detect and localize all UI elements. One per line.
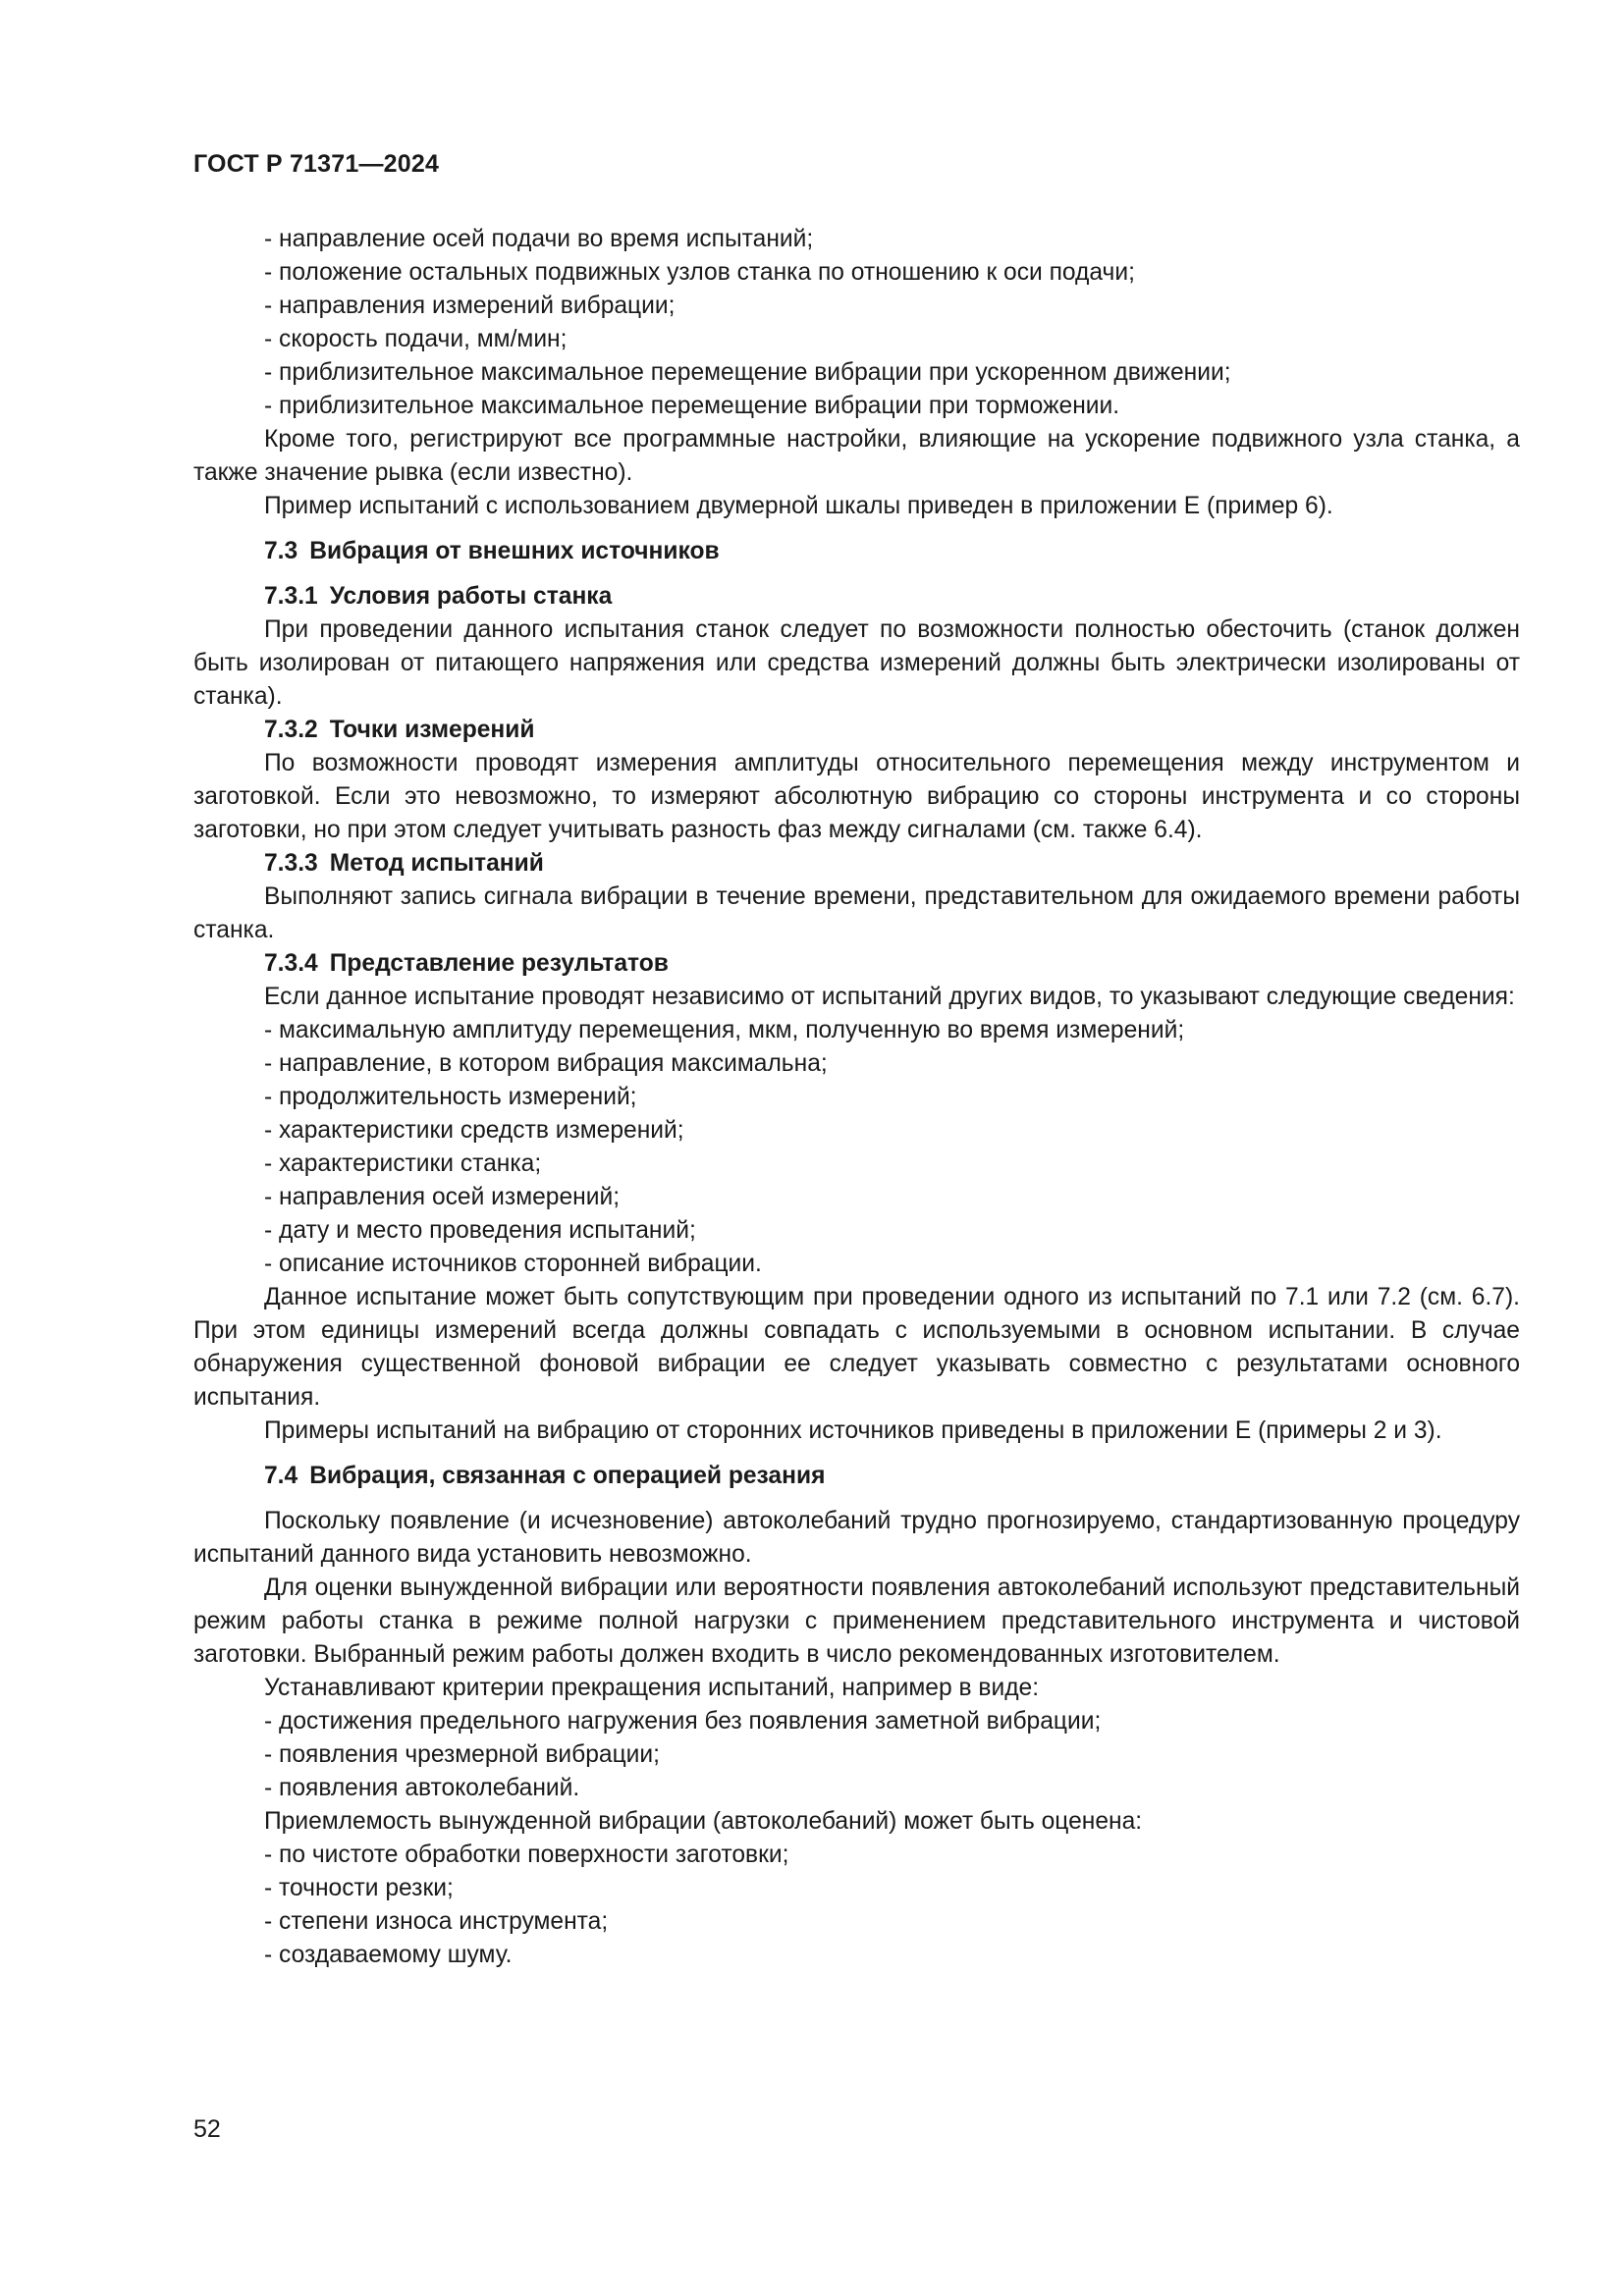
heading-number: 7.3.3 [264,850,318,877]
section-heading [193,535,1520,568]
subsection-heading [193,947,1520,981]
list-item: - степени износа инструмента; [264,1908,609,1935]
heading-number: 7.3.2 [264,717,318,743]
paragraph: Приемлемость вынужденной вибрации (автоколебаний) может быть оценена: [264,1808,1143,1835]
list-item: - достижения предельного нагружения без появления заметной вибрации; [264,1708,1102,1735]
paragraph: Данное испытание может быть сопутствующим при проведении одного из испытаний по 7.1 или 7.2 (см. 6.7). При этом единицы измерений всегда должны совпадать с используемыми в основном испытании. В случае обнаружения существенной фоновой вибрации ее следует указывать совместно с результатами основного испытания. [193,1284,1520,1411]
heading-number: 7.3.4 [264,950,318,977]
subsection-heading [193,714,1520,747]
list-item: - скорость подачи, мм/мин; [264,326,568,352]
list-item: - описание источников сторонней вибрации. [264,1251,762,1277]
page-number: 52 [193,2115,221,2143]
heading-title: Вибрация, связанная с операцией резания [309,1463,826,1489]
document-header: ГОСТ Р 71371—2024 [193,150,440,178]
paragraph: По возможности проводят измерения амплитуды относительного перемещения между инструментом и заготовкой. Если это невозможно, то измеряют абсолютную вибрацию со стороны инструмента и со стороны заготовки, но при этом следует учитывать разность фаз между сигналами (см. также 6.4). [193,750,1520,843]
paragraph: При проведении данного испытания станок следует по возможности полностью обесточить (станок должен быть изолирован от питающего напряжения или средства измерений должны быть электрически изолированы от станка). [193,616,1520,710]
list-item: - появления автоколебаний. [264,1775,580,1801]
heading-title: Точки измерений [329,717,535,743]
list-item: - направления измерений вибрации; [264,293,676,319]
subsection-heading [193,847,1520,881]
list-item: - характеристики средств измерений; [264,1117,684,1144]
list-item: - направление осей подачи во время испытаний; [264,226,814,252]
paragraph: Кроме того, регистрируют все программные настройки, влияющие на ускорение подвижного узла станка, а также значение рывка (если известно). [193,426,1520,486]
list-item: - направление, в котором вибрация максимальна; [264,1050,828,1077]
list-item: - максимальную амплитуду перемещения, мкм, полученную во время измерений; [264,1017,1185,1043]
list-item: - точности резки; [264,1875,454,1901]
list-item: - приблизительное максимальное перемещение вибрации при ускоренном движении; [264,359,1231,386]
list-item: - приблизительное максимальное перемещение вибрации при торможении. [264,393,1120,419]
list-item: - дату и место проведения испытаний; [264,1217,696,1244]
list-item: - появления чрезмерной вибрации; [264,1741,660,1768]
list-item: - продолжительность измерений; [264,1084,637,1110]
list-item: - по чистоте обработки поверхности заготовки; [264,1842,789,1868]
paragraph: Выполняют запись сигнала вибрации в течение времени, представительном для ожидаемого времени работы станка. [193,883,1520,943]
list-item: - положение остальных подвижных узлов станка по отношению к оси подачи; [264,259,1135,286]
heading-title: Представление результатов [329,950,669,977]
list-item: - направления осей измерений; [264,1184,621,1210]
heading-title: Метод испытаний [329,850,544,877]
paragraph: Пример испытаний с использованием двумерной шкалы приведен в приложении Е (пример 6). [264,493,1333,519]
paragraph: Устанавливают критерии прекращения испытаний, например в виде: [264,1675,1040,1701]
section-heading [193,1460,1520,1493]
document-body [193,223,1520,1972]
subsection-heading [193,580,1520,614]
paragraph: Примеры испытаний на вибрацию от сторонних источников приведены в приложении Е (примеры 2 и 3). [264,1417,1442,1444]
paragraph: Поскольку появление (и исчезновение) автоколебаний трудно прогнозируемо, стандартизованную процедуру испытаний данного вида установить невозможно. [193,1508,1520,1568]
paragraph: Если данное испытание проводят независимо от испытаний других видов, то указывают следующие сведения: [264,984,1515,1010]
heading-number: 7.3.1 [264,583,318,610]
heading-number: 7.3 [264,538,298,564]
heading-number: 7.4 [264,1463,298,1489]
heading-title: Вибрация от внешних источников [309,538,720,564]
paragraph: Для оценки вынужденной вибрации или вероятности появления автоколебаний используют представительный режим работы станка в режиме полной нагрузки с применением представительного инструмента и чистовой заготовки. Выбранный режим работы должен входить в число рекомендованных изготовителем. [193,1575,1520,1668]
heading-title: Условия работы станка [329,583,613,610]
list-item: - создаваемому шуму. [264,1942,513,1968]
list-item: - характеристики станка; [264,1150,542,1177]
